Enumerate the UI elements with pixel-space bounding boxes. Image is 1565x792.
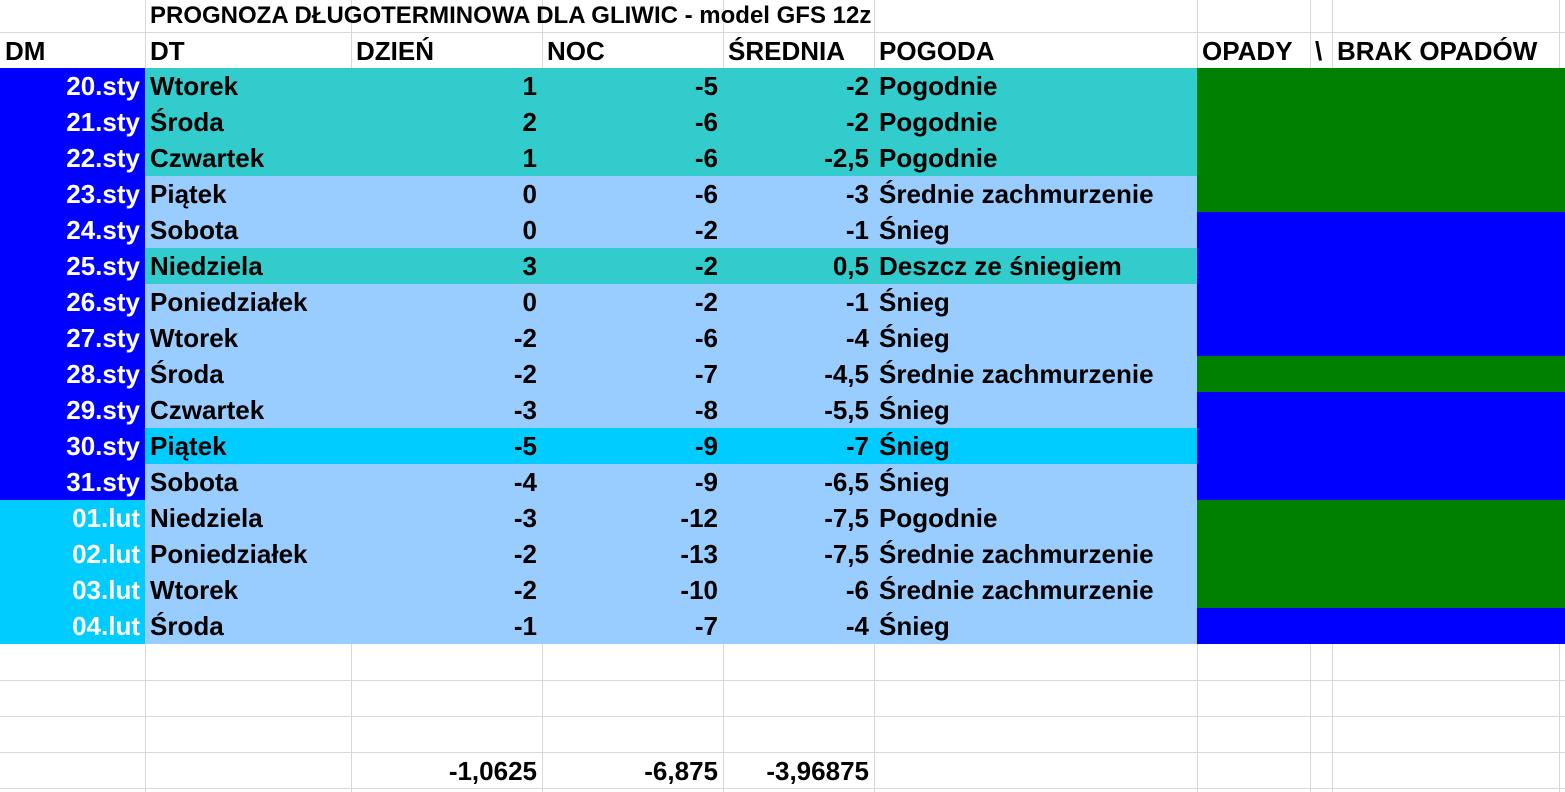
- precip-none-cell[interactable]: [1197, 68, 1565, 104]
- cell-dzien[interactable]: 2: [522, 107, 537, 137]
- cell-srednia[interactable]: -7,5: [824, 503, 869, 533]
- cell-pogoda[interactable]: Średnie zachmurzenie: [879, 179, 1154, 209]
- cell-date[interactable]: 27.sty: [66, 323, 140, 353]
- cell-srednia[interactable]: -5,5: [824, 395, 869, 425]
- cell-day[interactable]: Wtorek: [150, 71, 239, 101]
- cell-dzien[interactable]: 0: [522, 179, 537, 209]
- cell-pogoda[interactable]: Śnieg: [879, 467, 950, 497]
- cell-srednia[interactable]: -7: [845, 431, 869, 461]
- cell-srednia[interactable]: -4,5: [824, 359, 869, 389]
- cell-pogoda[interactable]: Średnie zachmurzenie: [879, 575, 1154, 605]
- cell-dzien[interactable]: -1: [513, 611, 537, 641]
- cell-pogoda[interactable]: Średnie zachmurzenie: [879, 539, 1154, 569]
- header-noc[interactable]: NOC: [547, 36, 605, 66]
- cell-noc[interactable]: -2: [694, 215, 718, 245]
- precip-yes-cell[interactable]: [1197, 392, 1565, 428]
- cell-day[interactable]: Poniedziałek: [150, 539, 308, 569]
- header-brak-opadow[interactable]: BRAK OPADÓW: [1337, 36, 1538, 66]
- cell-srednia[interactable]: -7,5: [824, 539, 869, 569]
- header-separator[interactable]: \: [1315, 36, 1323, 66]
- precip-yes-cell[interactable]: [1197, 464, 1565, 500]
- cell-noc[interactable]: -2: [694, 251, 718, 281]
- cell-noc[interactable]: -10: [680, 575, 718, 605]
- header-dt[interactable]: DT: [150, 36, 185, 66]
- cell-dzien[interactable]: -2: [513, 575, 537, 605]
- header-dm[interactable]: DM: [5, 36, 46, 66]
- precip-yes-cell[interactable]: [1197, 248, 1565, 284]
- sheet-title[interactable]: PROGNOZA DŁUGOTERMINOWA DLA GLIWIC - model GFS 12z: [150, 2, 872, 29]
- cell-day[interactable]: Środa: [150, 107, 224, 137]
- cell-date[interactable]: 25.sty: [66, 251, 140, 281]
- cell-srednia[interactable]: -6: [845, 575, 869, 605]
- cell-dzien[interactable]: 1: [522, 143, 537, 173]
- cell-noc[interactable]: -7: [694, 611, 718, 641]
- cell-date[interactable]: 31.sty: [66, 467, 140, 497]
- total-noc[interactable]: -6,875: [644, 756, 718, 786]
- precip-yes-cell[interactable]: [1197, 428, 1565, 464]
- cell-dzien[interactable]: -2: [513, 539, 537, 569]
- cell-date[interactable]: 22.sty: [66, 143, 140, 173]
- precip-none-cell[interactable]: [1197, 140, 1565, 176]
- cell-day[interactable]: Wtorek: [150, 323, 239, 353]
- cell-dzien[interactable]: 3: [522, 251, 537, 281]
- precip-none-cell[interactable]: [1197, 356, 1565, 392]
- cell-noc[interactable]: -8: [694, 395, 718, 425]
- cell-pogoda[interactable]: Śnieg: [879, 431, 950, 461]
- cell-pogoda[interactable]: Śnieg: [879, 287, 950, 317]
- cell-day[interactable]: Czwartek: [150, 395, 265, 425]
- cell-noc[interactable]: -6: [694, 143, 718, 173]
- cell-srednia[interactable]: -2: [845, 71, 869, 101]
- cell-srednia[interactable]: -2: [845, 107, 869, 137]
- total-dzien[interactable]: -1,0625: [448, 756, 537, 786]
- cell-srednia[interactable]: -3: [845, 179, 869, 209]
- gridline: [0, 680, 1565, 681]
- cell-date[interactable]: 03.lut: [72, 575, 140, 605]
- cell-noc[interactable]: -6: [694, 323, 718, 353]
- cell-pogoda[interactable]: Śnieg: [879, 395, 950, 425]
- header-srednia[interactable]: ŚREDNIA: [728, 36, 846, 66]
- cell-srednia[interactable]: -4: [845, 323, 869, 353]
- precip-none-cell[interactable]: [1197, 572, 1565, 608]
- cell-date[interactable]: 01.lut: [72, 503, 140, 533]
- cell-date[interactable]: 04.lut: [72, 611, 140, 641]
- cell-day[interactable]: Wtorek: [150, 575, 239, 605]
- header-pogoda[interactable]: POGODA: [879, 36, 995, 66]
- cell-dzien[interactable]: -4: [513, 467, 537, 497]
- cell-dzien[interactable]: 0: [522, 287, 537, 317]
- gridline: [0, 716, 1565, 717]
- cell-day[interactable]: Piątek: [150, 431, 227, 461]
- cell-dzien[interactable]: -3: [513, 503, 537, 533]
- cell-dzien[interactable]: -2: [513, 323, 537, 353]
- precip-none-cell[interactable]: [1197, 500, 1565, 536]
- cell-noc[interactable]: -9: [694, 431, 718, 461]
- cell-srednia[interactable]: -6,5: [824, 467, 869, 497]
- cell-noc[interactable]: -6: [694, 179, 718, 209]
- cell-pogoda[interactable]: Śnieg: [879, 215, 950, 245]
- cell-pogoda[interactable]: Pogodnie: [879, 107, 998, 137]
- cell-day[interactable]: Piątek: [150, 179, 227, 209]
- precip-yes-cell[interactable]: [1197, 320, 1565, 356]
- cell-noc[interactable]: -13: [680, 539, 718, 569]
- header-opady[interactable]: OPADY: [1202, 36, 1293, 66]
- cell-dzien[interactable]: -3: [513, 395, 537, 425]
- cell-srednia[interactable]: 0,5: [832, 251, 869, 281]
- total-srednia[interactable]: -3,96875: [766, 756, 869, 786]
- cell-date[interactable]: 24.sty: [66, 215, 140, 245]
- cell-dzien[interactable]: 0: [522, 215, 537, 245]
- cell-day[interactable]: Niedziela: [150, 503, 263, 533]
- cell-pogoda[interactable]: Śnieg: [879, 611, 950, 641]
- precip-yes-cell[interactable]: [1197, 608, 1565, 644]
- cell-dzien[interactable]: 1: [522, 71, 537, 101]
- cell-day[interactable]: Sobota: [150, 467, 239, 497]
- cell-day[interactable]: Środa: [150, 359, 224, 389]
- cell-srednia[interactable]: -2,5: [824, 143, 869, 173]
- cell-pogoda[interactable]: Pogodnie: [879, 71, 998, 101]
- precip-none-cell[interactable]: [1197, 104, 1565, 140]
- header-dzien[interactable]: DZIEŃ: [356, 36, 434, 66]
- cell-date[interactable]: 30.sty: [66, 431, 140, 461]
- precip-yes-cell[interactable]: [1197, 212, 1565, 248]
- cell-day[interactable]: Środa: [150, 611, 224, 641]
- cell-noc[interactable]: -6: [694, 107, 718, 137]
- cell-dzien[interactable]: -2: [513, 359, 537, 389]
- cell-date[interactable]: 29.sty: [66, 395, 140, 425]
- cell-pogoda[interactable]: Średnie zachmurzenie: [879, 359, 1154, 389]
- cell-noc[interactable]: -2: [694, 287, 718, 317]
- cell-noc[interactable]: -5: [694, 71, 718, 101]
- cell-date[interactable]: 20.sty: [66, 71, 140, 101]
- cell-day[interactable]: Poniedziałek: [150, 287, 308, 317]
- cell-day[interactable]: Sobota: [150, 215, 239, 245]
- cell-pogoda[interactable]: Pogodnie: [879, 143, 998, 173]
- cell-dzien[interactable]: -5: [513, 431, 537, 461]
- cell-srednia[interactable]: -1: [845, 215, 869, 245]
- cell-noc[interactable]: -9: [694, 467, 718, 497]
- cell-date[interactable]: 28.sty: [66, 359, 140, 389]
- cell-pogoda[interactable]: Deszcz ze śniegiem: [879, 251, 1122, 281]
- cell-pogoda[interactable]: Śnieg: [879, 323, 950, 353]
- cell-noc[interactable]: -7: [694, 359, 718, 389]
- cell-date[interactable]: 21.sty: [66, 107, 140, 137]
- cell-day[interactable]: Czwartek: [150, 143, 265, 173]
- cell-day[interactable]: Niedziela: [150, 251, 263, 281]
- cell-date[interactable]: 23.sty: [66, 179, 140, 209]
- precip-none-cell[interactable]: [1197, 536, 1565, 572]
- cell-srednia[interactable]: -1: [845, 287, 869, 317]
- precip-yes-cell[interactable]: [1197, 284, 1565, 320]
- cell-pogoda[interactable]: Pogodnie: [879, 503, 998, 533]
- cell-srednia[interactable]: -4: [845, 611, 869, 641]
- cell-date[interactable]: 26.sty: [66, 287, 140, 317]
- precip-none-cell[interactable]: [1197, 176, 1565, 212]
- cell-noc[interactable]: -12: [680, 503, 718, 533]
- cell-date[interactable]: 02.lut: [72, 539, 140, 569]
